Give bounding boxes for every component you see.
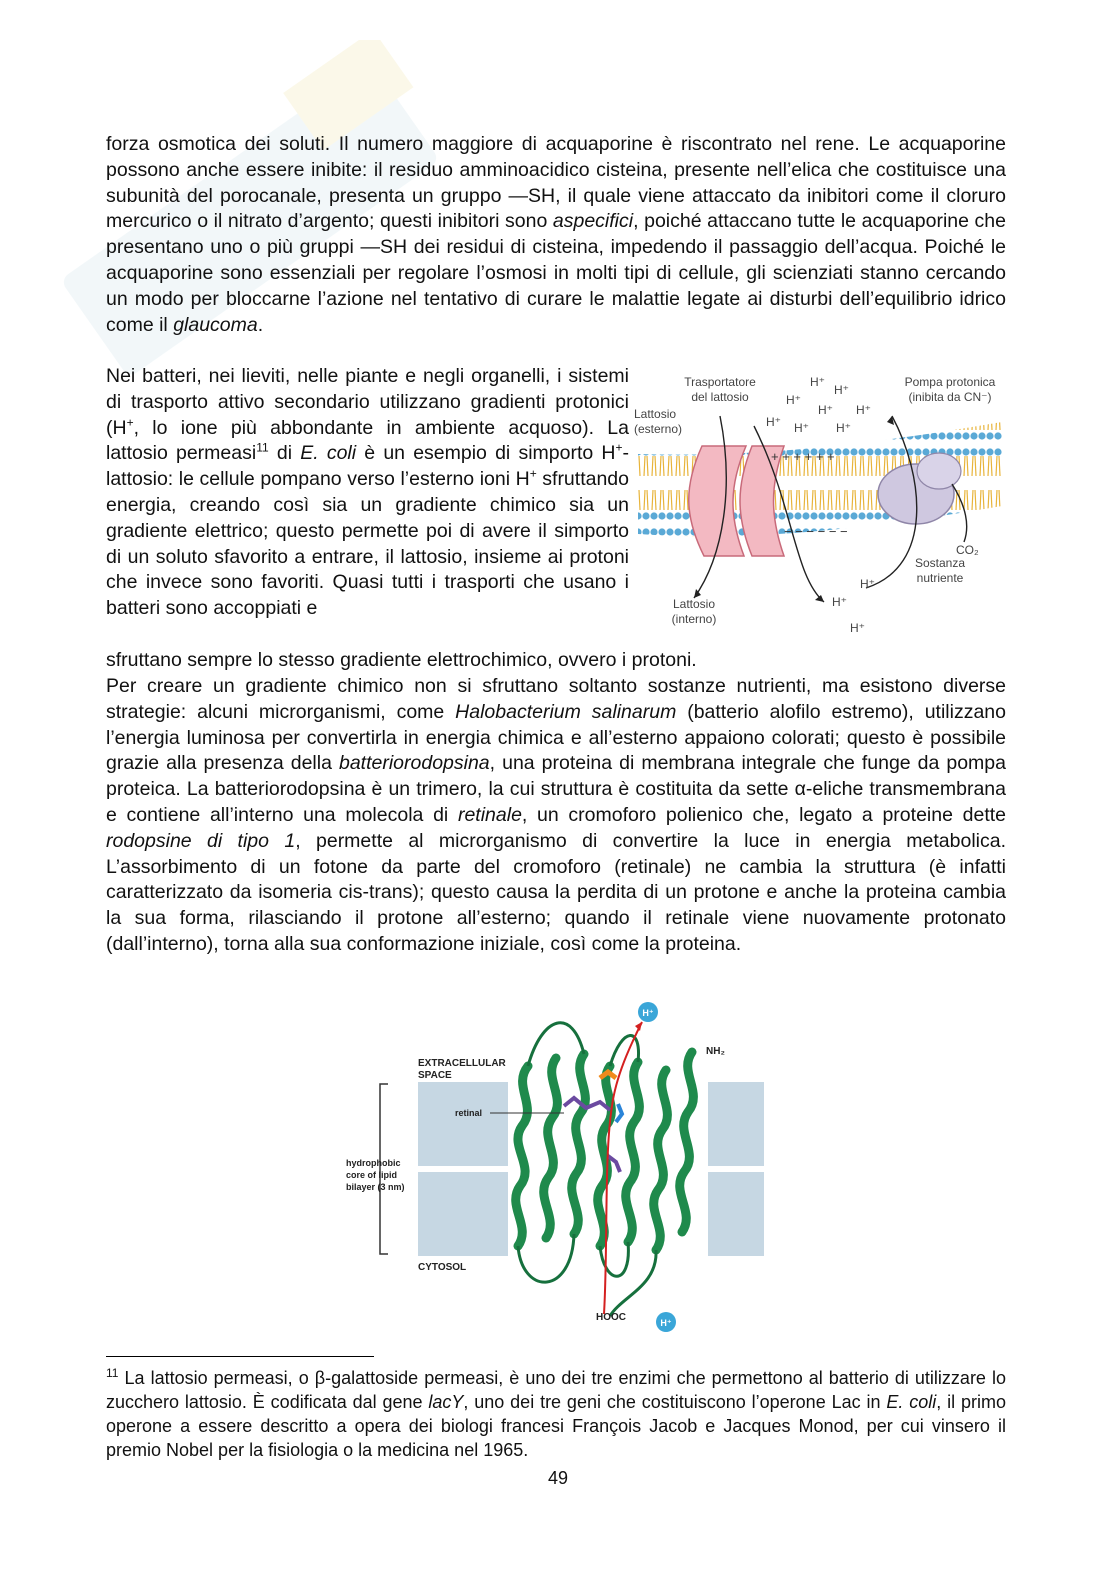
paragraph3-text-2: (batterio alofilo estremo), utilizzano l’energia luminosa per convertirla in energia chimica e all’esterno appaiono colorati; questo è possibile grazie alla presenza della [106,700,1006,775]
label-nutrient-line2: nutriente [916,571,964,585]
footnote-italic-ecoli: E. coli [886,1392,937,1412]
footnote-italic-lacy: lacY [428,1392,464,1412]
label-nutrient-line1: Sostanza [914,556,966,570]
footnote-text-3: , il primo operone a essere descritto a opera dei biologi francesi François Jacob e Jacques Monod, per cui vinsero il premio Nobel per la fisiologia o la medicina nel 1965. [106,1392,1006,1460]
footnote-separator [106,1356,374,1357]
paragraph-simporto-end [106,648,1006,674]
proton-label: H⁺ [794,421,809,435]
footnote-11 [106,1366,1006,1462]
paragraph3-italic-rodopsine: rodopsine di tipo 1 [106,829,296,852]
proton-badge-top: H⁺ [642,1008,654,1018]
proton-label: H⁺ [850,621,865,635]
paragraph3-text-1: Per creare un gradiente chimico non si sfruttano soltanto sostanze nutrienti, ma esistono diverse strategie: alcuni microrganismi, come [106,675,1006,723]
paragraph1-italic-glaucoma: glaucoma [173,313,258,336]
paragraph-simporto [106,364,629,622]
superscript-plus: + [615,440,623,455]
paragraph3-italic-retinale: retinale [457,803,522,826]
label-core-line3: bilayer (3 nm) [346,1182,405,1192]
label-extracellular-line2: SPACE [418,1070,452,1081]
label-pump-line1: Pompa protonica [904,375,996,389]
footnote-number: 11 [106,1366,119,1380]
label-pump-line2: (inibita da CN⁻) [908,390,992,404]
proton-label: H⁺ [832,595,847,609]
membrane-minus-signs: − − − − − − [784,524,848,539]
paragraph1-text-1: forza osmotica dei soluti. Il numero maggiore di acquaporine è riscontrato nel rene. Le acquaporine possono anche essere inibite: il residuo amminoacidico cisteina, presente nell’elica che costituisce una subunità del porocanale, presenta un gruppo —SH, il quale viene attaccato da inibitori come il cloruro mercurico o il nitrato d’argento; questi inibitori sono [106,133,1006,233]
label-lactose-int-line2: (interno) [671,612,717,626]
proton-label: H⁺ [766,415,781,429]
proton-badge-bottom: H⁺ [660,1318,672,1328]
page-number: 49 [547,1468,569,1488]
paragraph3-text-4: , un cromoforo polienico che, legato a proteine dette [521,803,1006,826]
proton-label: H⁺ [860,577,875,591]
label-hooc: HOOC [596,1312,626,1323]
paragraph2-text-4: è un esempio di simporto H [356,442,616,465]
label-lactose-ext-line2: (esterno) [634,422,683,436]
paragraph2-text-3: di [268,442,301,465]
label-retinal: retinal [455,1108,483,1118]
proton-label: H⁺ [836,421,851,435]
superscript-plus: + [126,415,134,430]
paragraph-acquaporine [106,132,1006,338]
label-core-line2: core of lipid [346,1170,398,1180]
paragraph2-text-5: -lattosio: le cellule pompano verso l’esterno ioni H [106,442,630,491]
label-lactose-ext-line1: Lattosio [634,407,677,421]
paragraph2-text-1: Nei batteri, nei lieviti, nelle piante e negli organelli, i sistemi di trasporto attivo secondario utilizzano gradienti protonici (H [106,365,629,439]
figure-bacteriorhodopsin [342,996,774,1344]
paragraph3-text-3: , una proteina di membrana integrale che funge da pompa proteica. La batteriorodopsina è un trimero, la cui struttura è costituita da sette α-eliche transmembrana e contiene all’interno una molecola di [106,752,1006,826]
paragraph1-text-3: . [257,313,264,336]
footnote-text-2: , uno dei tre geni che costituiscono l’operone Lac in [463,1392,887,1412]
label-cytosol: CYTOSOL [418,1262,467,1273]
label-nh2: NH₂ [706,1046,725,1057]
membrane-plus-signs: + + + + + + [771,449,835,464]
proton-label: H⁺ [818,403,833,417]
paragraph2-text-6: sfruttando energia, creando così sia un gradiente chimico sia un gradiente elettrico; questo permette poi di avere il simporto di un soluto sfavorito a entrare, il lattosio, insieme ai protoni che invece sono favoriti. Quasi tutti i trasporti che usano i batteri sono accoppiati e [106,468,629,620]
paragraph2-italic-ecoli: E. coli [300,442,357,465]
paragraph-batteriorodopsina [106,674,1006,958]
proton-label: H⁺ [834,383,849,397]
superscript-plus: + [529,466,537,481]
label-transporter-line1: Trasportatore [684,375,756,389]
footnote-text-1: La lattosio permeasi, o β-galattoside permeasi, è uno dei tre enzimi che permettono al batterio di utilizzare lo zucchero lattosio. È codificata dal gene [106,1368,1006,1412]
paragraph3-italic-halobacterium: Halobacterium salinarum [455,700,677,723]
label-co2: CO₂ [956,543,979,557]
paragraph1-italic-aspecifici: aspecifici [552,210,634,233]
paragraph2-text-7: sfruttano sempre lo stesso gradiente elettrochimico, ovvero i protoni. [106,649,697,671]
footnote-reference: 11 [256,440,269,455]
paragraph3-italic-batteriorodopsina: batteriorodopsina [338,752,490,775]
paragraph1-text-2: , poiché attaccano tutte le acquaporine che presentano uno o più gruppi —SH dei residui di cisteina, impedendo il passaggio dell’acqua. Poiché le acquaporine sono essenziali per regolare l’osmosi in molti tipi di cellule, gli scienziati stanno cercando un modo per bloccarne l’azione nel tentativo di curare le malattie legate ai disturbi dell’equilibrio idrico come il [106,210,1006,336]
paragraph3-text-5: , permette al microrganismo di convertire la luce in energia metabolica. L’assorbimento di un fotone da parte del cromoforo (retinale) ne cambia la struttura (è infatti caratterizzato da isomeria cis-trans); questo causa la perdita di un protone e anche la proteina cambia la sua forma, rilasciando il protone all’esterno; quando il retinale viene nuovamente protonato (dall’interno), torna alla sua conformazione iniziale, così come la proteina. [106,829,1006,955]
label-transporter-line2: del lattosio [691,390,749,404]
proton-label: H⁺ [856,403,871,417]
label-extracellular-line1: EXTRACELLULAR [418,1058,506,1069]
paragraph2-text-2: , lo ione più abbondante in ambiente acquoso). La lattosio permeasi [106,416,629,465]
proton-label: H⁺ [810,375,825,389]
proton-label: H⁺ [786,393,801,407]
label-core-line1: hydrophobic [346,1158,401,1168]
figure-lactose-symport [634,366,1006,644]
label-lactose-int-line1: Lattosio [672,597,716,611]
